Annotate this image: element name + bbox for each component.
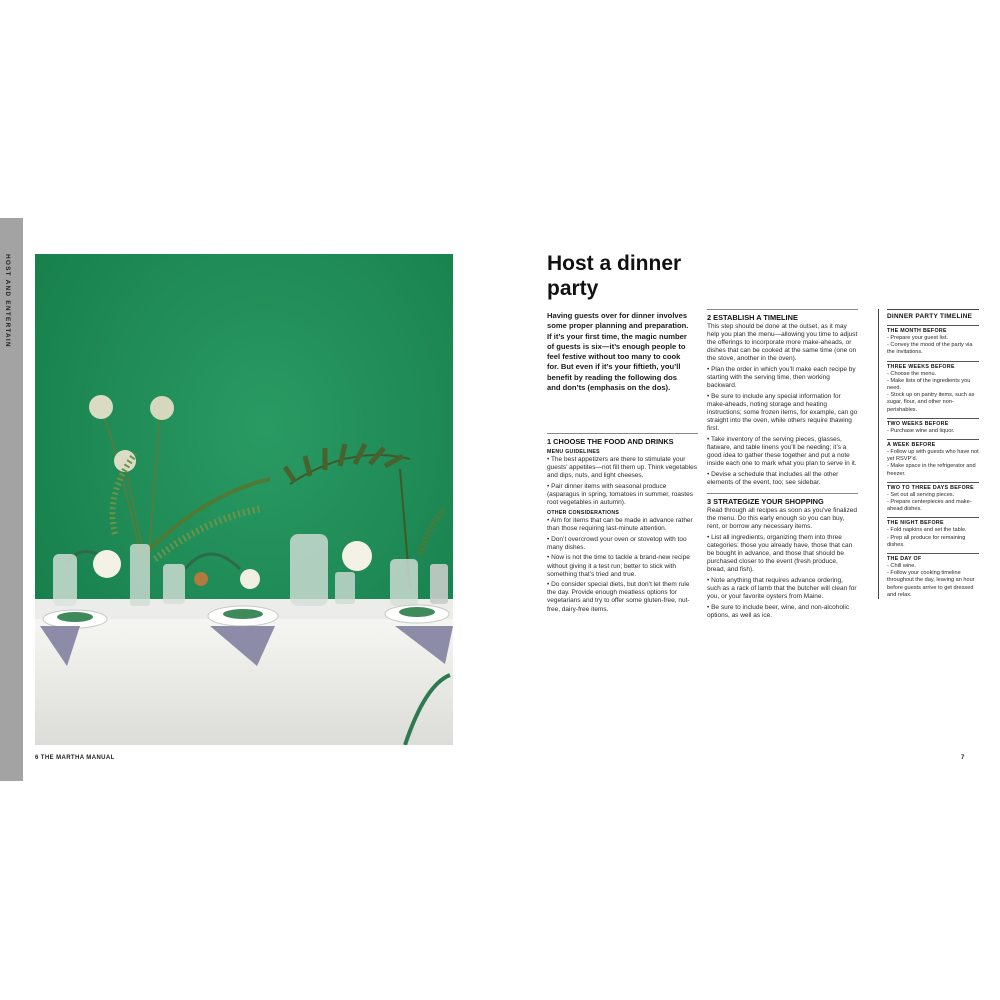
bullet-item: • The best appetizers are there to stimulate your guests’ appetites—not fill them up. Think vegetables and dips, nuts, and light cheeses. xyxy=(547,456,697,480)
side-tab-label: HOST AND ENTERTAIN xyxy=(4,254,11,348)
bullet-item: • Be sure to include any special information for make-aheads, noting storage and heating instructions; some frozen items, for example, can go straight into the oven, while others require thawing first. xyxy=(707,392,858,433)
timeline-item: - Set out all serving pieces. xyxy=(887,491,955,498)
timeline-item: - Convey the mood of the party via the invitations. xyxy=(887,342,973,356)
section-heading: 1 CHOOSE THE FOOD AND DRINKS xyxy=(547,433,698,446)
bullet-item: • Be sure to include beer, wine, and non-alcoholic options, as well as ice. xyxy=(707,603,850,619)
timeline-item: - Choose the menu. xyxy=(887,370,937,377)
bullet-item: • Don’t overcrowd your oven or stovetop with too many dishes. xyxy=(547,535,687,551)
timeline-item: - Follow up with guests who have not yet RSVP’d. xyxy=(887,449,979,463)
bullet-item: • Plan the order in which you’ll make each recipe by starting with the serving time, then working backward. xyxy=(707,365,856,390)
timeline-item: - Make lists of the ingredients you need. xyxy=(887,377,971,392)
timeline-section-label: A WEEK BEFORE xyxy=(887,439,979,449)
timeline-section-label: TWO WEEKS BEFORE xyxy=(887,418,979,428)
subheading: OTHER CONSIDERATIONS xyxy=(547,510,620,517)
bullet-item: • Take inventory of the serving pieces, glasses, flatware, and table linens you’ll be needing; it’s a good idea to gather these together and put a note inside each one to mark what you plan to serve in it. xyxy=(707,435,857,467)
bullet-item: • List all ingredients, organizing them into three categories: those you already have, those that can be bought in advance, and those that should be purchased closer to the event (fresh produce, bread, and fish). xyxy=(707,534,853,574)
bullet-item: • Now is not the time to tackle a brand-new recipe without giving it a test run; better to stick with something that’s tried and true. xyxy=(547,554,690,578)
timeline-section-label: THE NIGHT BEFORE xyxy=(887,517,979,527)
section-heading: 2 ESTABLISH A TIMELINE xyxy=(707,309,858,322)
intro-paragraph: Having guests over for dinner involves some proper planning and preparation. If it’s your first time, the magic number of guests is six—it’s enough people to feel festive without too many to cook for. But even if it’s your fiftieth, you’ll benefit by reading the following dos and don’ts (emphasis on the dos). xyxy=(547,311,689,393)
sidebar-title: DINNER PARTY TIMELINE xyxy=(887,309,979,321)
timeline-sidebar xyxy=(878,309,979,599)
bullet-item: • Do consider special diets, but don’t let them rule the day. Provide enough meatless options for vegetarians and try to offer some gluten-free, nut-free, dairy-free items. xyxy=(547,581,690,613)
section-choose-food xyxy=(547,433,698,616)
timeline-item: - Prep all produce for remaining dishes. xyxy=(887,534,966,548)
timeline-item: - Prepare your guest list. xyxy=(887,335,948,341)
timeline-section-label: THREE WEEKS BEFORE xyxy=(887,361,979,371)
bullet-item: • Note anything that requires advance ordering, such as a rack of lamb that the butcher will clean for you, or your favorite oysters from Maine. xyxy=(707,577,857,601)
table-setting-photo xyxy=(35,254,453,745)
timeline-item: - Purchase wine and liquor. xyxy=(887,427,955,434)
timeline-item: - Prepare centerpieces and make-ahead dishes. xyxy=(887,499,972,513)
timeline-section-label: THE MONTH BEFORE xyxy=(887,325,979,335)
timeline-section-label: THE DAY OF xyxy=(887,553,979,563)
section-heading: 3 STRATEGIZE YOUR SHOPPING xyxy=(707,493,858,506)
timeline-item: - Make space in the refrigerator and freezer. xyxy=(887,463,976,477)
page-title: Host a dinner party xyxy=(547,252,682,300)
timeline-item: - Fold napkins and set the table. xyxy=(887,527,967,534)
subheading: MENU GUIDELINES xyxy=(547,449,600,455)
timeline-section-label: TWO TO THREE DAYS BEFORE xyxy=(887,482,979,492)
section-lead: This step should be done at the outset, as it may help you plan the menu—allowing you time to adjust the offerings to incorporate more make-aheads, or dishes that can be cooked at the same time (one on the stove, another in the oven). xyxy=(707,323,858,363)
bullet-item: • Pair dinner items with seasonal produce (asparagus in spring, tomatoes in summer, roastes root vegetables in autumn). xyxy=(547,482,693,506)
bullet-item: • Devise a schedule that includes all the other elements of the event, too; see sidebar. xyxy=(707,470,839,486)
bullet-item: • Aim for items that can be made in advance rather than those requiring last-minute attention. xyxy=(547,517,693,533)
side-tab xyxy=(0,218,23,781)
timeline-item: - Stock up on pantry items, such as sugar, flour, and other non-perishables. xyxy=(887,392,975,413)
timeline-item: - Follow your cooking timeline throughout the day, leaving an hour before guests arrive to get dressed and relax. xyxy=(887,570,975,598)
folio-left: 6 THE MARTHA MANUAL xyxy=(35,755,115,761)
book-spread xyxy=(0,218,1000,781)
section-lead: Read through all recipes as soon as you’ve finalized the menu. Do this early enough so you can buy, rent, or borrow any necessary items. xyxy=(707,507,857,531)
section-timeline-shopping xyxy=(707,309,858,623)
folio-right: 7 xyxy=(961,755,965,761)
timeline-item: - Chill wine. xyxy=(887,563,916,570)
